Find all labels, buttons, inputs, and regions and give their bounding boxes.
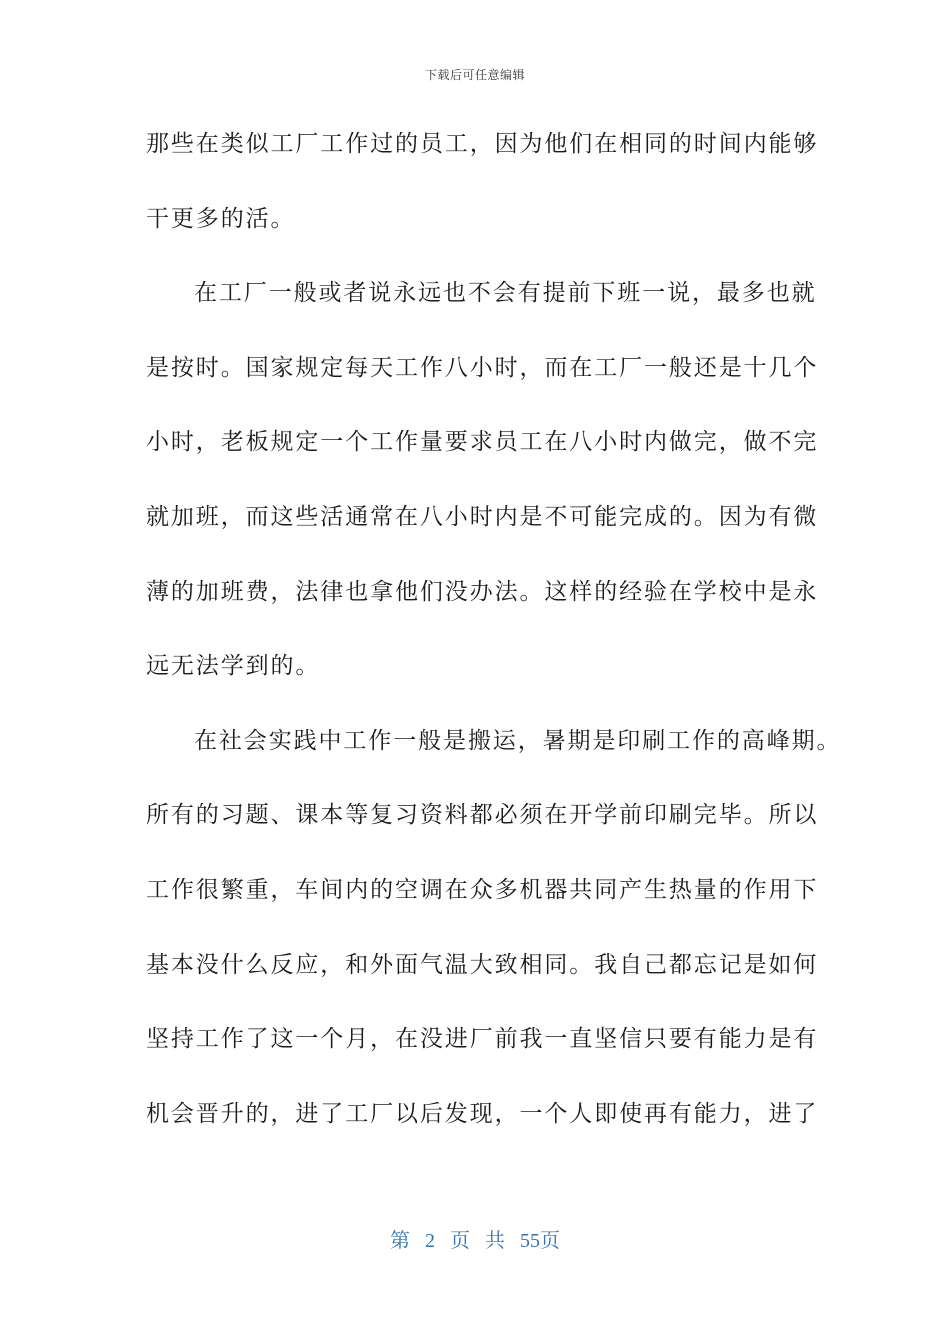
text-line: 小时，老板规定一个工作量要求员工在八小时内做完，做不完 — [146, 429, 819, 456]
page-header: 下载后可任意编辑 — [424, 68, 525, 82]
current-page-number: 2 — [425, 1230, 435, 1252]
total-pages: 55页 — [520, 1230, 560, 1252]
text-line: 那些在类似工厂工作过的员工，因为他们在相同的时间内能够 — [146, 131, 819, 157]
paragraph-start-line: 在工厂一般或者说永远也不会有提前下班一说，最多也就 — [194, 280, 817, 307]
text-line: 基本没什么反应，和外面气温大致相同。我自己都忘记是如何 — [146, 951, 819, 978]
page-footer — [0, 1224, 950, 1253]
document-body — [146, 107, 842, 1151]
text-line: 薄的加班费，法律也拿他们没办法。这样的经验在学校中是永 — [146, 578, 819, 605]
text-line: 就加班，而这些活通常在八小时内是不可能完成的。因为有微 — [146, 503, 819, 530]
text-line: 所有的习题、课本等复习资料都必须在开学前印刷完毕。所以 — [146, 802, 819, 829]
text-line: 干更多的活。 — [146, 205, 296, 232]
footer-label-gong: 共 — [485, 1230, 505, 1252]
text-line: 远无法学到的。 — [146, 653, 321, 680]
text-line: 是按时。国家规定每天工作八小时，而在工厂一般还是十几个 — [146, 354, 819, 381]
text-line: 机会晋升的，进了工厂以后发现，一个人即使再有能力，进了 — [146, 1100, 819, 1127]
footer-label-ye: 页 — [450, 1230, 470, 1252]
text-line: 工作很繁重，车间内的空调在众多机器共同产生热量的作用下 — [146, 876, 819, 903]
text-line: 坚持工作了这一个月，在没进厂前我一直坚信只要有能力是有 — [146, 1026, 819, 1053]
footer-label-di: 第 — [390, 1230, 410, 1252]
paragraph-start-line: 在社会实践中工作一般是搬运，暑期是印刷工作的高峰期。 — [194, 727, 842, 754]
